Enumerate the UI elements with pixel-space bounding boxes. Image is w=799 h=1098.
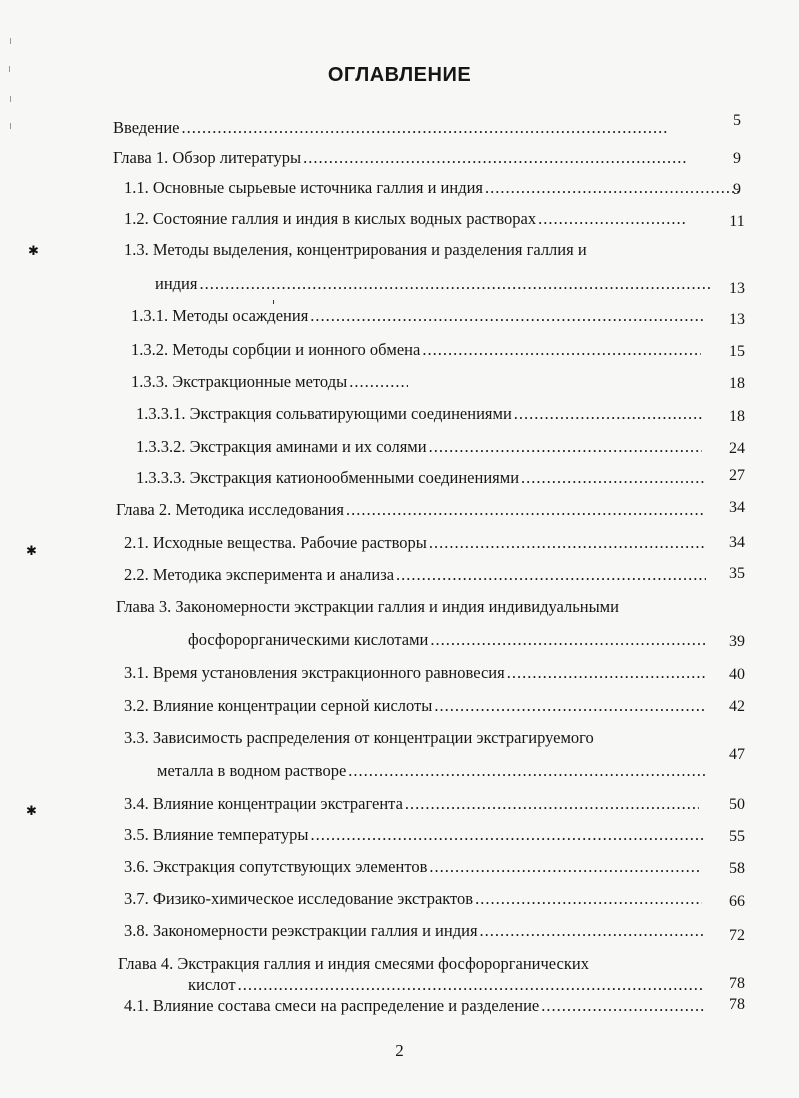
leader-dots bbox=[434, 696, 704, 716]
leader-dots bbox=[348, 761, 705, 781]
toc-entry-text: 3.7. Физико-химическое исследование экстрактов bbox=[124, 889, 474, 908]
toc-entry[interactable] bbox=[131, 306, 704, 326]
leader-dots bbox=[422, 340, 701, 360]
binding-hole-mark-icon: ✱ bbox=[28, 244, 39, 259]
toc-entry[interactable] bbox=[113, 148, 686, 168]
toc-entry[interactable] bbox=[124, 794, 699, 814]
leader-dots bbox=[349, 372, 408, 392]
toc-page-number: 18 bbox=[729, 375, 745, 392]
toc-page-number: 24 bbox=[729, 440, 745, 457]
toc-page-number: 78 bbox=[729, 996, 745, 1013]
toc-entry-text-continued: металла в водном растворе bbox=[157, 761, 347, 780]
leader-dots bbox=[346, 500, 705, 520]
toc-entry-text: 1.3.3.2. Экстракция аминами и их солями bbox=[136, 437, 427, 456]
toc-entry-text: Глава 4. Экстракция галлия и индия смесями фосфорорганических bbox=[118, 954, 589, 973]
leader-dots bbox=[507, 663, 707, 683]
toc-entry-text: Глава 2. Методика исследования bbox=[116, 500, 344, 519]
leader-dots bbox=[238, 975, 705, 995]
toc-page-number: 42 bbox=[729, 698, 745, 715]
toc-entry-text: 3.6. Экстракция сопутствующих элементов bbox=[124, 857, 428, 876]
toc-entry-text: 3.4. Влияние концентрации экстрагента bbox=[124, 794, 403, 813]
toc-page-number: 11 bbox=[729, 213, 745, 230]
leader-dots bbox=[541, 996, 706, 1016]
toc-entry[interactable] bbox=[124, 996, 706, 1016]
toc-page-number: 47 bbox=[729, 746, 745, 763]
scan-speck bbox=[9, 66, 10, 72]
leader-dots bbox=[514, 404, 702, 424]
toc-page-number: 66 bbox=[729, 893, 745, 910]
toc-page-number: 27 bbox=[729, 467, 745, 484]
toc-entry-text: 1.2. Состояние галлия и индия в кислых водных растворах bbox=[124, 209, 537, 228]
toc-page-number: 40 bbox=[729, 666, 745, 683]
toc-entry-text: 1.3.1. Методы осаждения bbox=[131, 306, 309, 325]
toc-entry-text: 3.3. Зависимость распределения от концентрации экстрагируемого bbox=[124, 728, 594, 747]
leader-dots bbox=[303, 148, 686, 168]
toc-page-number: 72 bbox=[729, 927, 745, 944]
toc-entry-text: 2.2. Методика эксперимента и анализа bbox=[124, 565, 395, 584]
toc-page-number: 13 bbox=[729, 280, 745, 297]
toc-entry-text: Глава 3. Закономерности экстракции галлия и индия индивидуальными bbox=[116, 597, 619, 616]
toc-entry[interactable] bbox=[124, 857, 702, 877]
toc-entry[interactable] bbox=[136, 468, 705, 488]
toc-entry[interactable] bbox=[124, 533, 705, 553]
toc-entry[interactable] bbox=[116, 500, 705, 520]
toc-page-number: 35 bbox=[729, 565, 745, 582]
toc-page-number: 78 bbox=[729, 975, 745, 992]
toc-entry[interactable] bbox=[131, 340, 701, 360]
leader-dots bbox=[430, 630, 706, 650]
toc-entry-text-continued: фосфорорганическими кислотами bbox=[188, 630, 429, 649]
toc-entry-text: 1.1. Основные сырьевые источника галлия и индия bbox=[124, 178, 484, 197]
toc-page-number: 34 bbox=[729, 499, 745, 516]
binding-hole-mark-icon: ✱ bbox=[26, 544, 37, 559]
toc-entry-text-continued: кислот bbox=[188, 975, 236, 994]
toc-entry[interactable] bbox=[136, 437, 702, 457]
toc-page-number: 39 bbox=[729, 633, 745, 650]
leader-dots bbox=[199, 274, 711, 294]
toc-entry[interactable] bbox=[124, 209, 686, 229]
toc-entry[interactable] bbox=[124, 178, 740, 198]
toc-entry-text: 3.2. Влияние концентрации серной кислоты bbox=[124, 696, 433, 715]
leader-dots bbox=[310, 306, 704, 326]
toc-entry-text: 2.1. Исходные вещества. Рабочие растворы bbox=[124, 533, 427, 552]
leader-dots bbox=[475, 889, 702, 909]
leader-dots bbox=[429, 857, 702, 877]
toc-entry-text: 1.3.3.3. Экстракция катионообменными соединениями bbox=[136, 468, 520, 487]
toc-entry-text: 1.3.3. Экстракционные методы bbox=[131, 372, 348, 391]
toc-page-number: 18 bbox=[729, 408, 745, 425]
scan-speck bbox=[10, 123, 11, 129]
toc-page-number: 55 bbox=[729, 828, 745, 845]
toc-page-number: 15 bbox=[729, 343, 745, 360]
toc-page-number: 5 bbox=[733, 112, 741, 129]
toc-entry[interactable] bbox=[188, 975, 705, 995]
toc-page-number: 50 bbox=[729, 796, 745, 813]
toc-entry-text: 1.3.2. Методы сорбции и ионного обмена bbox=[131, 340, 421, 359]
toc-entry[interactable] bbox=[157, 761, 705, 781]
leader-dots bbox=[480, 921, 706, 941]
leader-dots bbox=[521, 468, 705, 488]
toc-page-number: 9 bbox=[733, 181, 741, 198]
toc-entry-text: Введение bbox=[113, 118, 180, 137]
toc-entry[interactable] bbox=[188, 630, 706, 650]
toc-entry-text: 4.1. Влияние состава смеси на распределение и разделение bbox=[124, 996, 540, 1015]
toc-entry[interactable] bbox=[131, 372, 408, 392]
page-title: ОГЛАВЛЕНИЕ bbox=[327, 64, 472, 86]
toc-entry-text: 3.8. Закономерности реэкстракции галлия и индия bbox=[124, 921, 478, 940]
toc-entry-text-continued: индия bbox=[155, 274, 198, 293]
leader-dots bbox=[429, 437, 702, 457]
leader-dots bbox=[311, 825, 707, 845]
binding-hole-mark-icon: ✱ bbox=[26, 804, 37, 819]
toc-entry[interactable] bbox=[124, 696, 704, 716]
leader-dots bbox=[396, 565, 706, 585]
toc-entry[interactable] bbox=[124, 889, 702, 909]
page-number: 2 bbox=[395, 1041, 404, 1060]
toc-entry-text: 3.1. Время установления экстракционного равновесия bbox=[124, 663, 505, 682]
toc-entry-text: 1.3.3.1. Экстракция сольватирующими соединениями bbox=[136, 404, 512, 423]
toc-page-number: 58 bbox=[729, 860, 745, 877]
toc-entry-text: 1.3. Методы выделения, концентрирования и разделения галлия и bbox=[124, 240, 587, 259]
toc-entry[interactable] bbox=[124, 921, 706, 941]
toc-entry[interactable] bbox=[124, 825, 706, 845]
toc-entry[interactable] bbox=[136, 404, 702, 424]
toc-entry[interactable] bbox=[155, 274, 711, 294]
toc-entry[interactable] bbox=[124, 565, 706, 585]
toc-entry[interactable] bbox=[124, 663, 707, 683]
toc-page-number: 34 bbox=[729, 534, 745, 551]
leader-dots bbox=[538, 209, 686, 229]
leader-dots bbox=[485, 178, 740, 198]
leader-dots bbox=[429, 533, 705, 553]
toc-entry[interactable] bbox=[113, 118, 669, 138]
toc-page-number: 13 bbox=[729, 311, 745, 328]
toc-page-number: 9 bbox=[733, 150, 741, 167]
toc-entry-text: Глава 1. Обзор литературы bbox=[113, 148, 302, 167]
scan-speck bbox=[273, 300, 274, 304]
leader-dots bbox=[182, 118, 669, 138]
toc-entry-text: 3.5. Влияние температуры bbox=[124, 825, 309, 844]
scan-speck bbox=[10, 38, 11, 44]
scan-speck bbox=[10, 96, 11, 102]
leader-dots bbox=[405, 794, 699, 814]
